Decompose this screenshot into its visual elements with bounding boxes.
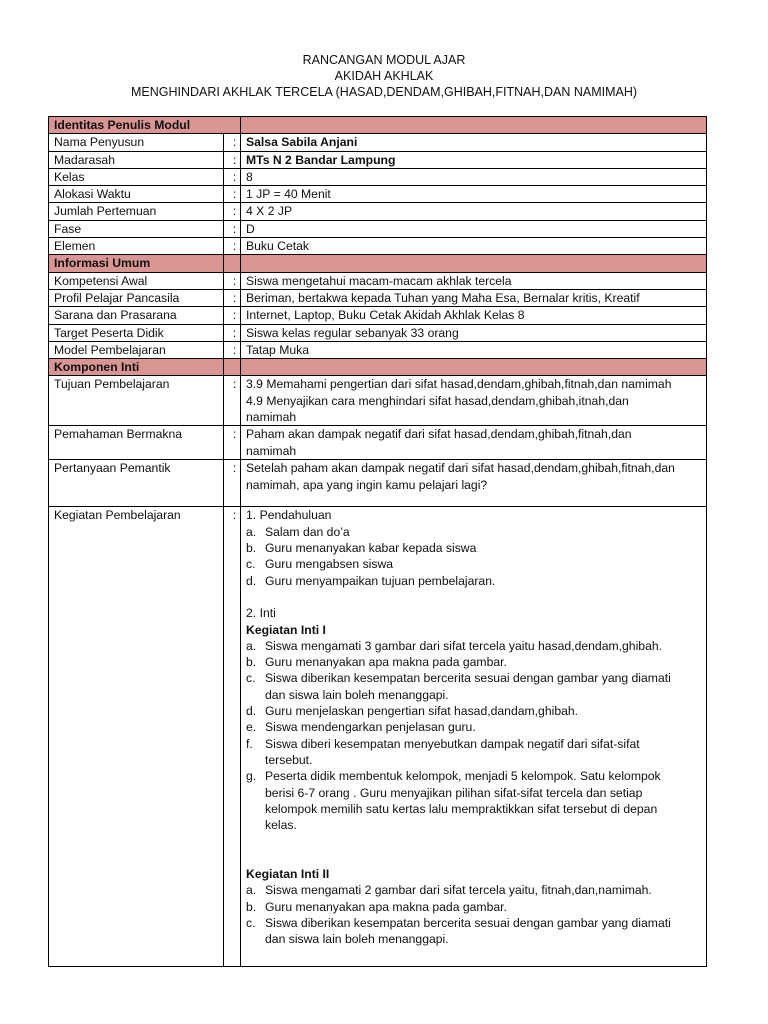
row-label: Nama Penyusun [49, 134, 224, 151]
row-colon: : [224, 186, 241, 203]
list-marker: f. [246, 736, 253, 751]
list-item [246, 768, 706, 833]
inti-1-list [246, 638, 706, 834]
list-text [265, 638, 706, 654]
text-line: namimah [246, 410, 297, 425]
text-line: Paham akan dampak negatif dari sifat hasad,dendam,ghibah,fitnah,dan [246, 427, 632, 442]
list-marker: d. [246, 704, 257, 719]
list-marker: b. [246, 899, 257, 914]
list-item [246, 638, 706, 654]
text-line: dan siswa lain boleh menanggapi. [265, 687, 449, 702]
row-colon: : [224, 460, 241, 507]
list-text [265, 915, 706, 948]
section-title-filler [241, 255, 707, 272]
row-label: Tujuan Pembelajaran [49, 376, 224, 426]
row-label: Profil Pelajar Pancasila [49, 289, 224, 306]
text-line: Guru menanyakan apa makna pada gambar. [265, 655, 507, 670]
list-marker: c. [246, 671, 256, 686]
row-pertanyaan-pemantik [49, 460, 707, 507]
table-row [49, 134, 707, 151]
row-colon: : [224, 426, 241, 460]
row-value [241, 426, 707, 460]
row-label: Sarana dan Prasarana [49, 307, 224, 324]
row-label: Kompetensi Awal [49, 272, 224, 289]
text-line: Guru menyampaikan tujuan pembelajaran. [265, 573, 496, 588]
row-label: Model Pembelajaran [49, 341, 224, 358]
table-row [49, 272, 707, 289]
list-marker: b. [246, 541, 257, 556]
row-tujuan-pembelajaran [49, 376, 707, 426]
list-marker: g. [246, 769, 257, 784]
table-row [49, 324, 707, 341]
table-row [49, 186, 707, 203]
list-text [265, 654, 706, 670]
list-item [246, 882, 706, 898]
row-label: Target Peserta Didik [49, 324, 224, 341]
list-text [265, 540, 706, 556]
row-pemahaman-bermakna [49, 426, 707, 460]
row-value: 8 [241, 168, 707, 185]
table-row [49, 307, 707, 324]
title-line-2: AKIDAH AKHLAK [334, 69, 434, 83]
text-line: kelompok memilih satu kertas lalu mempraktikkan sifat tersebut di depan [265, 801, 658, 816]
row-colon: : [224, 289, 241, 306]
spacer [246, 589, 706, 605]
list-marker: c. [246, 915, 256, 930]
list-item [246, 899, 706, 915]
list-text [265, 524, 706, 540]
section-title: Informasi Umum [49, 255, 224, 272]
text-line: Siswa mengamati 2 gambar dari sifat tercela yaitu, fitnah,dan,namimah. [265, 883, 652, 898]
text-line: Siswa diberikan kesempatan bercerita sesuai dengan gambar yang diamati [265, 915, 671, 930]
row-value: Salsa Sabila Anjani [241, 134, 707, 151]
section-title-filler [241, 117, 707, 134]
list-item [246, 670, 706, 703]
identitas-rows [49, 134, 707, 255]
section-header-identitas [49, 117, 707, 134]
spacer [246, 833, 706, 849]
list-item [246, 915, 706, 948]
title-line-3: MENGHINDARI AKHLAK TERCELA (HASAD,DENDAM,GHIBAH,FITNAH,DAN NAMIMAH) [130, 85, 638, 99]
list-item [246, 654, 706, 670]
list-text [265, 899, 706, 915]
spacer [246, 850, 706, 866]
document-title-block [0, 52, 768, 100]
text-line: 3.9 Memahami pengertian dari sifat hasad,dendam,ghibah,fitnah,dan namimah [246, 377, 672, 392]
row-label: Pertanyaan Pemantik [49, 460, 224, 507]
table-row [49, 341, 707, 358]
list-item [246, 556, 706, 572]
row-colon: : [224, 272, 241, 289]
pendahuluan-list [246, 524, 706, 589]
row-colon: : [224, 507, 241, 967]
section-title: Identitas Penulis Modul [49, 117, 241, 134]
section-title-filler [241, 359, 707, 376]
list-text [265, 736, 706, 769]
inti-2-list [246, 882, 706, 947]
list-text [265, 573, 706, 589]
row-value: D [241, 220, 707, 237]
list-marker: b. [246, 655, 257, 670]
list-marker: d. [246, 573, 257, 588]
text-line: Salam dan do’a [265, 524, 350, 539]
text-line: berisi 6-7 orang . Guru menyajikan pilihan sifat-sifat tercela dan setiap [265, 785, 643, 800]
text-line: tersebut. [265, 752, 313, 767]
section-title-filler [224, 255, 241, 272]
list-marker: a. [246, 638, 257, 653]
row-colon: : [224, 151, 241, 168]
text-line: dan siswa lain boleh menanggapi. [265, 932, 449, 947]
list-text [265, 719, 706, 735]
row-label: Alokasi Waktu [49, 186, 224, 203]
text-line: Guru menanyakan kabar kepada siswa [265, 541, 477, 556]
text-line: Peserta didik membentuk kelompok, menjadi 5 kelompok. Satu kelompok [265, 769, 661, 784]
row-value: MTs N 2 Bandar Lampung [241, 151, 707, 168]
row-colon: : [224, 203, 241, 220]
text-line: 4.9 Menyajikan cara menghindari sifat hasad,dendam,ghibah,itnah,dan [246, 393, 629, 408]
list-marker: a. [246, 524, 257, 539]
row-label: Madarasah [49, 151, 224, 168]
text-line: Siswa mendengarkan penjelasan guru. [265, 720, 476, 735]
text-line: Siswa mengamati 3 gambar dari sifat tercela yaitu hasad,dendam,ghibah. [265, 638, 663, 653]
row-value [241, 460, 707, 507]
inti-1-title: Kegiatan Inti I [246, 622, 326, 637]
title-line-1: RANCANGAN MODUL AJAR [302, 53, 466, 67]
row-value [241, 376, 707, 426]
row-label: Pemahaman Bermakna [49, 426, 224, 460]
list-item [246, 540, 706, 556]
list-text [265, 670, 706, 703]
text-line: Setelah paham akan dampak negatif dari sifat hasad,dendam,ghibah,fitnah,dan [246, 461, 675, 476]
row-value: Siswa kelas regular sebanyak 33 orang [241, 324, 707, 341]
text-line: namimah, apa yang ingin kamu pelajari lagi? [246, 477, 488, 492]
section-title-filler [224, 359, 241, 376]
module-table [48, 116, 707, 967]
row-value: Beriman, bertakwa kepada Tuhan yang Maha Esa, Bernalar kritis, Kreatif [241, 289, 707, 306]
row-label: Kelas [49, 168, 224, 185]
row-value: Tatap Muka [241, 341, 707, 358]
text-line: namimah [246, 443, 297, 458]
row-label: Kegiatan Pembelajaran [49, 507, 224, 967]
row-kegiatan-pembelajaran [49, 507, 707, 967]
section-header-komponen [49, 359, 707, 376]
list-item [246, 736, 706, 769]
row-label: Jumlah Pertemuan [49, 203, 224, 220]
list-item [246, 524, 706, 540]
row-value [241, 507, 707, 967]
table-row [49, 151, 707, 168]
inti-2-title: Kegiatan Inti II [246, 866, 330, 881]
row-colon: : [224, 341, 241, 358]
list-text [265, 882, 706, 898]
list-item [246, 573, 706, 589]
list-text [265, 768, 706, 833]
row-colon: : [224, 220, 241, 237]
row-value: 4 X 2 JP [241, 203, 707, 220]
row-colon: : [224, 134, 241, 151]
text-line: Guru mengabsen siswa [265, 557, 394, 572]
table-row [49, 220, 707, 237]
section-header-informasi [49, 255, 707, 272]
text-line: kelas. [265, 818, 297, 833]
row-value: 1 JP = 40 Menit [241, 186, 707, 203]
row-label: Elemen [49, 238, 224, 255]
row-colon: : [224, 238, 241, 255]
table-row [49, 203, 707, 220]
list-item [246, 719, 706, 735]
table-row [49, 238, 707, 255]
informasi-rows [49, 272, 707, 358]
row-colon: : [224, 324, 241, 341]
table-row [49, 168, 707, 185]
row-value: Internet, Laptop, Buku Cetak Akidah Akhlak Kelas 8 [241, 307, 707, 324]
list-marker: a. [246, 883, 257, 898]
table-row [49, 289, 707, 306]
pendahuluan-title: 1. Pendahuluan [246, 508, 332, 523]
row-colon: : [224, 168, 241, 185]
row-label: Fase [49, 220, 224, 237]
text-line: Guru menanyakan apa makna pada gambar. [265, 899, 507, 914]
row-value: Buku Cetak [241, 238, 707, 255]
row-value: Siswa mengetahui macam-macam akhlak tercela [241, 272, 707, 289]
text-line: Guru menjelaskan pengertian sifat hasad,dandam,ghibah. [265, 704, 579, 719]
row-colon: : [224, 307, 241, 324]
inti-title: 2. Inti [246, 606, 276, 621]
list-marker: e. [246, 720, 257, 735]
list-marker: c. [246, 557, 256, 572]
list-text [265, 703, 706, 719]
list-text [265, 556, 706, 572]
text-line: Siswa diberikan kesempatan bercerita sesuai dengan gambar yang diamati [265, 671, 671, 686]
list-item [246, 703, 706, 719]
row-colon: : [224, 376, 241, 426]
text-line: Siswa diberi kesempatan menyebutkan dampak negatif dari sifat-sifat [265, 736, 640, 751]
section-title: Komponen Inti [49, 359, 224, 376]
